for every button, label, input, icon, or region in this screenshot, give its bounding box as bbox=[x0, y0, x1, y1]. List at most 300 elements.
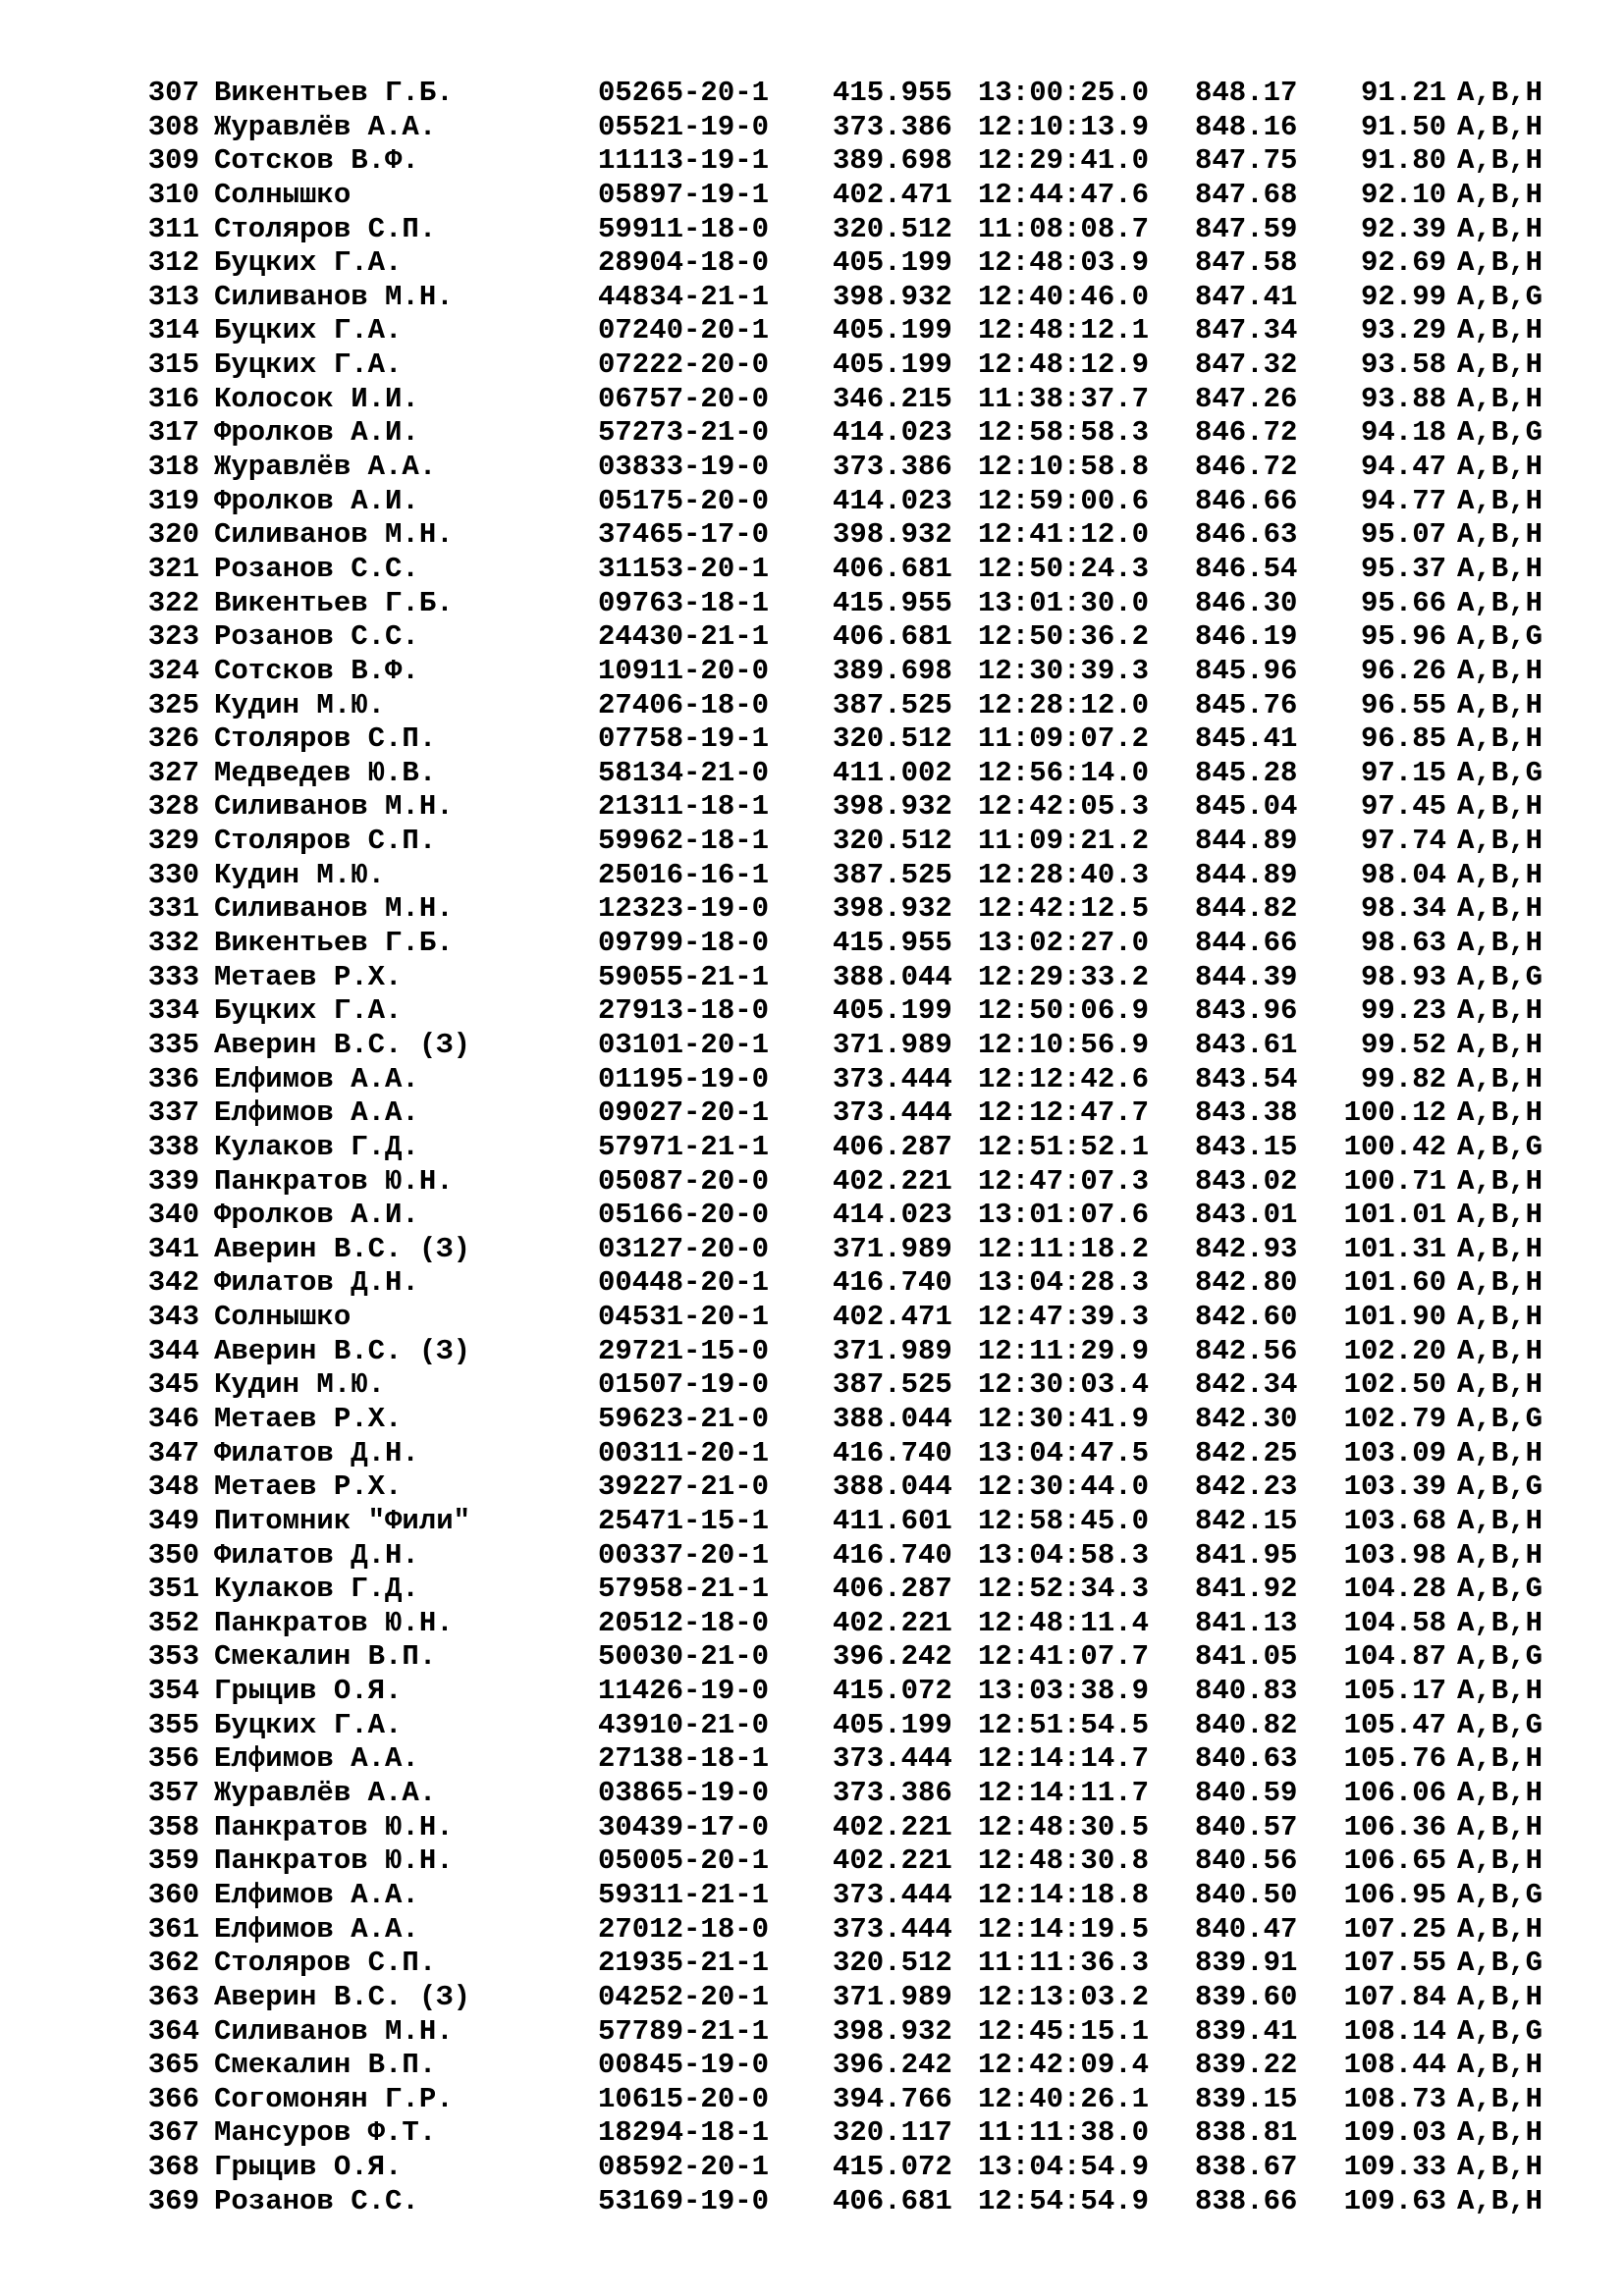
distance-cell: 414.023 bbox=[833, 1199, 952, 1232]
name-cell: Столяров С.П. bbox=[214, 722, 437, 756]
coefficient-cell: 102.20 bbox=[1343, 1334, 1446, 1367]
speed-cell: 842.25 bbox=[1195, 1436, 1298, 1469]
name-cell: Столяров С.П. bbox=[214, 1947, 437, 1980]
rank-cell: 336 bbox=[147, 1062, 199, 1095]
name-cell: Елфимов А.А. bbox=[214, 1912, 419, 1946]
table-row bbox=[145, 1539, 1559, 1574]
flags-cell: A,B,H bbox=[1457, 2151, 1543, 2184]
coefficient-cell: 94.47 bbox=[1360, 451, 1446, 484]
distance-cell: 405.199 bbox=[833, 314, 952, 347]
rank-cell: 343 bbox=[147, 1301, 199, 1334]
coefficient-cell: 106.06 bbox=[1343, 1777, 1446, 1810]
time-cell: 13:00:25.0 bbox=[978, 77, 1150, 109]
time-cell: 11:09:07.2 bbox=[978, 722, 1150, 756]
flags-cell: A,B,H bbox=[1457, 1334, 1543, 1367]
flags-cell: A,B,H bbox=[1457, 382, 1543, 415]
rank-cell: 332 bbox=[147, 927, 199, 960]
time-cell: 12:28:40.3 bbox=[978, 858, 1150, 891]
ring-cell: 11113-19-1 bbox=[598, 144, 770, 178]
rank-cell: 326 bbox=[147, 722, 199, 756]
distance-cell: 373.444 bbox=[833, 1878, 952, 1911]
ring-cell: 00337-20-1 bbox=[598, 1538, 770, 1572]
flags-cell: A,B,H bbox=[1457, 2049, 1543, 2082]
ring-cell: 05897-19-1 bbox=[598, 178, 770, 211]
ring-cell: 50030-21-0 bbox=[598, 1640, 770, 1674]
time-cell: 12:51:52.1 bbox=[978, 1130, 1150, 1163]
flags-cell: A,B,H bbox=[1457, 994, 1543, 1028]
coefficient-cell: 99.23 bbox=[1360, 994, 1446, 1028]
name-cell: Кулаков Г.Д. bbox=[214, 1130, 419, 1163]
time-cell: 12:11:29.9 bbox=[978, 1334, 1150, 1367]
distance-cell: 398.932 bbox=[833, 518, 952, 552]
ring-cell: 03127-20-0 bbox=[598, 1232, 770, 1265]
speed-cell: 844.39 bbox=[1195, 960, 1298, 993]
table-row bbox=[145, 1063, 1559, 1097]
name-cell: Смекалин В.П. bbox=[214, 2049, 437, 2082]
name-cell: Аверин В.С. (З) bbox=[214, 1232, 471, 1265]
name-cell: Елфимов А.А. bbox=[214, 1062, 419, 1095]
ring-cell: 03833-19-0 bbox=[598, 451, 770, 484]
speed-cell: 847.58 bbox=[1195, 246, 1298, 280]
speed-cell: 848.16 bbox=[1195, 110, 1298, 143]
table-row bbox=[145, 451, 1559, 485]
time-cell: 12:28:12.0 bbox=[978, 688, 1150, 721]
name-cell: Мансуров Ф.Т. bbox=[214, 2116, 437, 2150]
name-cell: Солнышко bbox=[214, 1301, 352, 1334]
speed-cell: 846.66 bbox=[1195, 484, 1298, 517]
ring-cell: 05265-20-1 bbox=[598, 77, 770, 109]
rank-cell: 338 bbox=[147, 1130, 199, 1163]
table-row bbox=[145, 1607, 1559, 1641]
speed-cell: 838.66 bbox=[1195, 2184, 1298, 2217]
flags-cell: A,B,G bbox=[1457, 416, 1543, 450]
flags-cell: A,B,H bbox=[1457, 552, 1543, 585]
coefficient-cell: 108.44 bbox=[1343, 2049, 1446, 2082]
coefficient-cell: 98.04 bbox=[1360, 858, 1446, 891]
flags-cell: A,B,H bbox=[1457, 110, 1543, 143]
table-row bbox=[145, 1199, 1559, 1233]
distance-cell: 402.221 bbox=[833, 1606, 952, 1639]
table-row bbox=[145, 1981, 1559, 2015]
distance-cell: 371.989 bbox=[833, 1028, 952, 1061]
rank-cell: 322 bbox=[147, 586, 199, 619]
flags-cell: A,B,H bbox=[1457, 927, 1543, 960]
distance-cell: 320.512 bbox=[833, 825, 952, 858]
coefficient-cell: 107.84 bbox=[1343, 1980, 1446, 2013]
table-row bbox=[145, 553, 1559, 587]
name-cell: Журавлёв А.А. bbox=[214, 1777, 437, 1810]
distance-cell: 415.955 bbox=[833, 586, 952, 619]
time-cell: 12:48:30.5 bbox=[978, 1810, 1150, 1843]
flags-cell: A,B,H bbox=[1457, 518, 1543, 552]
time-cell: 12:54:54.9 bbox=[978, 2184, 1150, 2217]
flags-cell: A,B,H bbox=[1457, 1980, 1543, 2013]
coefficient-cell: 100.42 bbox=[1343, 1130, 1446, 1163]
coefficient-cell: 106.65 bbox=[1343, 1844, 1446, 1878]
distance-cell: 415.955 bbox=[833, 77, 952, 109]
speed-cell: 848.17 bbox=[1195, 77, 1298, 109]
coefficient-cell: 108.14 bbox=[1343, 2014, 1446, 2048]
rank-cell: 363 bbox=[147, 1980, 199, 2013]
coefficient-cell: 101.31 bbox=[1343, 1232, 1446, 1265]
flags-cell: A,B,H bbox=[1457, 212, 1543, 245]
flags-cell: A,B,H bbox=[1457, 1538, 1543, 1572]
flags-cell: A,B,H bbox=[1457, 178, 1543, 211]
coefficient-cell: 91.80 bbox=[1360, 144, 1446, 178]
coefficient-cell: 95.37 bbox=[1360, 552, 1446, 585]
table-row bbox=[145, 485, 1559, 519]
time-cell: 12:12:47.7 bbox=[978, 1096, 1150, 1130]
ring-cell: 04252-20-1 bbox=[598, 1980, 770, 2013]
name-cell: Столяров С.П. bbox=[214, 825, 437, 858]
distance-cell: 402.221 bbox=[833, 1164, 952, 1198]
rank-cell: 324 bbox=[147, 654, 199, 687]
ring-cell: 39227-21-0 bbox=[598, 1470, 770, 1504]
time-cell: 12:51:54.5 bbox=[978, 1708, 1150, 1741]
speed-cell: 847.41 bbox=[1195, 280, 1298, 313]
name-cell: Буцких Г.А. bbox=[214, 348, 403, 382]
coefficient-cell: 103.68 bbox=[1343, 1504, 1446, 1537]
table-row bbox=[145, 1165, 1559, 1200]
table-row bbox=[145, 825, 1559, 859]
time-cell: 13:04:28.3 bbox=[978, 1266, 1150, 1300]
name-cell: Елфимов А.А. bbox=[214, 1742, 419, 1776]
ring-cell: 03865-19-0 bbox=[598, 1777, 770, 1810]
coefficient-cell: 95.96 bbox=[1360, 620, 1446, 654]
time-cell: 12:42:12.5 bbox=[978, 892, 1150, 926]
ring-cell: 27406-18-0 bbox=[598, 688, 770, 721]
table-row bbox=[145, 1437, 1559, 1471]
name-cell: Буцких Г.А. bbox=[214, 314, 403, 347]
coefficient-cell: 101.60 bbox=[1343, 1266, 1446, 1300]
coefficient-cell: 103.09 bbox=[1343, 1436, 1446, 1469]
coefficient-cell: 105.76 bbox=[1343, 1742, 1446, 1776]
name-cell: Метаев Р.Х. bbox=[214, 1402, 403, 1435]
time-cell: 12:48:30.8 bbox=[978, 1844, 1150, 1878]
rank-cell: 353 bbox=[147, 1640, 199, 1674]
table-row bbox=[145, 1913, 1559, 1948]
coefficient-cell: 103.39 bbox=[1343, 1470, 1446, 1504]
coefficient-cell: 98.63 bbox=[1360, 927, 1446, 960]
speed-cell: 842.80 bbox=[1195, 1266, 1298, 1300]
flags-cell: A,B,H bbox=[1457, 2184, 1543, 2217]
time-cell: 12:50:06.9 bbox=[978, 994, 1150, 1028]
table-row bbox=[145, 1505, 1559, 1539]
ring-cell: 05087-20-0 bbox=[598, 1164, 770, 1198]
name-cell: Викентьев Г.Б. bbox=[214, 586, 454, 619]
coefficient-cell: 104.87 bbox=[1343, 1640, 1446, 1674]
rank-cell: 342 bbox=[147, 1266, 199, 1300]
name-cell: Грыцив О.Я. bbox=[214, 1675, 403, 1708]
coefficient-cell: 101.01 bbox=[1343, 1199, 1446, 1232]
table-row bbox=[145, 1335, 1559, 1369]
rank-cell: 347 bbox=[147, 1436, 199, 1469]
distance-cell: 371.989 bbox=[833, 1232, 952, 1265]
speed-cell: 847.68 bbox=[1195, 178, 1298, 211]
speed-cell: 842.15 bbox=[1195, 1504, 1298, 1537]
flags-cell: A,B,H bbox=[1457, 246, 1543, 280]
name-cell: Викентьев Г.Б. bbox=[214, 77, 454, 109]
speed-cell: 840.63 bbox=[1195, 1742, 1298, 1776]
time-cell: 11:38:37.7 bbox=[978, 382, 1150, 415]
distance-cell: 416.740 bbox=[833, 1436, 952, 1469]
rank-cell: 351 bbox=[147, 1573, 199, 1606]
table-row bbox=[145, 1266, 1559, 1301]
speed-cell: 842.60 bbox=[1195, 1301, 1298, 1334]
speed-cell: 847.32 bbox=[1195, 348, 1298, 382]
table-row bbox=[145, 587, 1559, 621]
table-row bbox=[145, 757, 1559, 791]
table-row bbox=[145, 859, 1559, 893]
flags-cell: A,B,G bbox=[1457, 756, 1543, 789]
rank-cell: 369 bbox=[147, 2184, 199, 2217]
flags-cell: A,B,H bbox=[1457, 1266, 1543, 1300]
speed-cell: 846.30 bbox=[1195, 586, 1298, 619]
table-row bbox=[145, 961, 1559, 995]
name-cell: Филатов Д.Н. bbox=[214, 1436, 419, 1469]
rank-cell: 314 bbox=[147, 314, 199, 347]
time-cell: 12:58:45.0 bbox=[978, 1504, 1150, 1537]
time-cell: 12:48:11.4 bbox=[978, 1606, 1150, 1639]
coefficient-cell: 107.25 bbox=[1343, 1912, 1446, 1946]
speed-cell: 845.96 bbox=[1195, 654, 1298, 687]
name-cell: Розанов С.С. bbox=[214, 552, 419, 585]
coefficient-cell: 98.34 bbox=[1360, 892, 1446, 926]
ring-cell: 25471-15-1 bbox=[598, 1504, 770, 1537]
speed-cell: 841.92 bbox=[1195, 1573, 1298, 1606]
coefficient-cell: 105.17 bbox=[1343, 1675, 1446, 1708]
results-table bbox=[145, 77, 1559, 2218]
time-cell: 12:58:58.3 bbox=[978, 416, 1150, 450]
time-cell: 12:42:05.3 bbox=[978, 790, 1150, 824]
distance-cell: 402.471 bbox=[833, 1301, 952, 1334]
coefficient-cell: 97.74 bbox=[1360, 825, 1446, 858]
speed-cell: 846.63 bbox=[1195, 518, 1298, 552]
rank-cell: 352 bbox=[147, 1606, 199, 1639]
table-row bbox=[145, 179, 1559, 213]
time-cell: 12:50:24.3 bbox=[978, 552, 1150, 585]
speed-cell: 847.34 bbox=[1195, 314, 1298, 347]
distance-cell: 373.386 bbox=[833, 1777, 952, 1810]
name-cell: Силиванов М.Н. bbox=[214, 790, 454, 824]
name-cell: Панкратов Ю.Н. bbox=[214, 1164, 454, 1198]
flags-cell: A,B,H bbox=[1457, 1504, 1543, 1537]
speed-cell: 839.15 bbox=[1195, 2082, 1298, 2115]
distance-cell: 415.072 bbox=[833, 1675, 952, 1708]
distance-cell: 402.221 bbox=[833, 1844, 952, 1878]
name-cell: Журавлёв А.А. bbox=[214, 110, 437, 143]
table-row bbox=[145, 1777, 1559, 1811]
speed-cell: 840.56 bbox=[1195, 1844, 1298, 1878]
distance-cell: 373.386 bbox=[833, 451, 952, 484]
time-cell: 12:30:44.0 bbox=[978, 1470, 1150, 1504]
ring-cell: 01507-19-0 bbox=[598, 1368, 770, 1402]
time-cell: 11:09:21.2 bbox=[978, 825, 1150, 858]
speed-cell: 845.04 bbox=[1195, 790, 1298, 824]
time-cell: 12:48:12.9 bbox=[978, 348, 1150, 382]
coefficient-cell: 104.28 bbox=[1343, 1573, 1446, 1606]
speed-cell: 846.19 bbox=[1195, 620, 1298, 654]
name-cell: Столяров С.П. bbox=[214, 212, 437, 245]
flags-cell: A,B,G bbox=[1457, 1878, 1543, 1911]
name-cell: Аверин В.С. (З) bbox=[214, 1334, 471, 1367]
distance-cell: 396.242 bbox=[833, 2049, 952, 2082]
speed-cell: 844.89 bbox=[1195, 858, 1298, 891]
time-cell: 12:29:41.0 bbox=[978, 144, 1150, 178]
coefficient-cell: 106.95 bbox=[1343, 1878, 1446, 1911]
rank-cell: 309 bbox=[147, 144, 199, 178]
coefficient-cell: 98.93 bbox=[1360, 960, 1446, 993]
ring-cell: 20512-18-0 bbox=[598, 1606, 770, 1639]
table-row bbox=[145, 2116, 1559, 2151]
flags-cell: A,B,G bbox=[1457, 1640, 1543, 1674]
ring-cell: 04531-20-1 bbox=[598, 1301, 770, 1334]
ring-cell: 05005-20-1 bbox=[598, 1844, 770, 1878]
name-cell: Филатов Д.Н. bbox=[214, 1538, 419, 1572]
rank-cell: 313 bbox=[147, 280, 199, 313]
rank-cell: 321 bbox=[147, 552, 199, 585]
table-row bbox=[145, 314, 1559, 348]
distance-cell: 406.287 bbox=[833, 1130, 952, 1163]
distance-cell: 320.512 bbox=[833, 212, 952, 245]
flags-cell: A,B,G bbox=[1457, 2014, 1543, 2048]
time-cell: 12:12:42.6 bbox=[978, 1062, 1150, 1095]
coefficient-cell: 94.77 bbox=[1360, 484, 1446, 517]
table-row bbox=[145, 892, 1559, 927]
ring-cell: 28904-18-0 bbox=[598, 246, 770, 280]
speed-cell: 843.96 bbox=[1195, 994, 1298, 1028]
time-cell: 11:08:08.7 bbox=[978, 212, 1150, 245]
rank-cell: 317 bbox=[147, 416, 199, 450]
distance-cell: 398.932 bbox=[833, 790, 952, 824]
ring-cell: 27913-18-0 bbox=[598, 994, 770, 1028]
ring-cell: 10911-20-0 bbox=[598, 654, 770, 687]
rank-cell: 345 bbox=[147, 1368, 199, 1402]
rank-cell: 308 bbox=[147, 110, 199, 143]
ring-cell: 27138-18-1 bbox=[598, 1742, 770, 1776]
rank-cell: 316 bbox=[147, 382, 199, 415]
speed-cell: 845.41 bbox=[1195, 722, 1298, 756]
distance-cell: 414.023 bbox=[833, 484, 952, 517]
table-row bbox=[145, 1403, 1559, 1437]
distance-cell: 398.932 bbox=[833, 892, 952, 926]
speed-cell: 838.67 bbox=[1195, 2151, 1298, 2184]
ring-cell: 21935-21-1 bbox=[598, 1947, 770, 1980]
coefficient-cell: 101.90 bbox=[1343, 1301, 1446, 1334]
ring-cell: 24430-21-1 bbox=[598, 620, 770, 654]
time-cell: 12:14:14.7 bbox=[978, 1742, 1150, 1776]
table-row bbox=[145, 1811, 1559, 1845]
coefficient-cell: 96.55 bbox=[1360, 688, 1446, 721]
name-cell: Фролков А.И. bbox=[214, 416, 419, 450]
speed-cell: 847.59 bbox=[1195, 212, 1298, 245]
distance-cell: 320.117 bbox=[833, 2116, 952, 2150]
flags-cell: A,B,H bbox=[1457, 2116, 1543, 2150]
rank-cell: 310 bbox=[147, 178, 199, 211]
speed-cell: 845.28 bbox=[1195, 756, 1298, 789]
speed-cell: 843.15 bbox=[1195, 1130, 1298, 1163]
distance-cell: 416.740 bbox=[833, 1266, 952, 1300]
table-row bbox=[145, 1096, 1559, 1131]
rank-cell: 341 bbox=[147, 1232, 199, 1265]
flags-cell: A,B,H bbox=[1457, 586, 1543, 619]
time-cell: 13:01:30.0 bbox=[978, 586, 1150, 619]
name-cell: Колосок И.И. bbox=[214, 382, 419, 415]
rank-cell: 346 bbox=[147, 1402, 199, 1435]
rank-cell: 318 bbox=[147, 451, 199, 484]
time-cell: 13:01:07.6 bbox=[978, 1199, 1150, 1232]
distance-cell: 406.681 bbox=[833, 552, 952, 585]
flags-cell: A,B,H bbox=[1457, 688, 1543, 721]
table-row bbox=[145, 2083, 1559, 2117]
ring-cell: 57789-21-1 bbox=[598, 2014, 770, 2048]
flags-cell: A,B,H bbox=[1457, 722, 1543, 756]
speed-cell: 847.75 bbox=[1195, 144, 1298, 178]
speed-cell: 844.89 bbox=[1195, 825, 1298, 858]
distance-cell: 398.932 bbox=[833, 2014, 952, 2048]
rank-cell: 359 bbox=[147, 1844, 199, 1878]
coefficient-cell: 100.71 bbox=[1343, 1164, 1446, 1198]
speed-cell: 846.72 bbox=[1195, 416, 1298, 450]
time-cell: 12:41:12.0 bbox=[978, 518, 1150, 552]
ring-cell: 00845-19-0 bbox=[598, 2049, 770, 2082]
name-cell: Фролков А.И. bbox=[214, 484, 419, 517]
rank-cell: 354 bbox=[147, 1675, 199, 1708]
rank-cell: 315 bbox=[147, 348, 199, 382]
coefficient-cell: 93.58 bbox=[1360, 348, 1446, 382]
time-cell: 12:30:03.4 bbox=[978, 1368, 1150, 1402]
ring-cell: 37465-17-0 bbox=[598, 518, 770, 552]
flags-cell: A,B,H bbox=[1457, 1164, 1543, 1198]
distance-cell: 406.681 bbox=[833, 2184, 952, 2217]
time-cell: 13:04:54.9 bbox=[978, 2151, 1150, 2184]
time-cell: 12:10:58.8 bbox=[978, 451, 1150, 484]
rank-cell: 334 bbox=[147, 994, 199, 1028]
distance-cell: 387.525 bbox=[833, 1368, 952, 1402]
distance-cell: 405.199 bbox=[833, 246, 952, 280]
rank-cell: 335 bbox=[147, 1028, 199, 1061]
name-cell: Буцких Г.А. bbox=[214, 246, 403, 280]
table-row bbox=[145, 2151, 1559, 2185]
table-row bbox=[145, 1029, 1559, 1063]
name-cell: Аверин В.С. (З) bbox=[214, 1980, 471, 2013]
time-cell: 12:14:19.5 bbox=[978, 1912, 1150, 1946]
speed-cell: 843.54 bbox=[1195, 1062, 1298, 1095]
rank-cell: 337 bbox=[147, 1096, 199, 1130]
ring-cell: 12323-19-0 bbox=[598, 892, 770, 926]
table-row bbox=[145, 213, 1559, 247]
coefficient-cell: 102.79 bbox=[1343, 1402, 1446, 1435]
rank-cell: 350 bbox=[147, 1538, 199, 1572]
rank-cell: 356 bbox=[147, 1742, 199, 1776]
rank-cell: 339 bbox=[147, 1164, 199, 1198]
flags-cell: A,B,H bbox=[1457, 1062, 1543, 1095]
distance-cell: 415.072 bbox=[833, 2151, 952, 2184]
speed-cell: 846.72 bbox=[1195, 451, 1298, 484]
name-cell: Согомонян Г.Р. bbox=[214, 2082, 454, 2115]
time-cell: 12:30:41.9 bbox=[978, 1402, 1150, 1435]
time-cell: 13:04:47.5 bbox=[978, 1436, 1150, 1469]
table-row bbox=[145, 111, 1559, 145]
rank-cell: 325 bbox=[147, 688, 199, 721]
ring-cell: 07758-19-1 bbox=[598, 722, 770, 756]
table-row bbox=[145, 1675, 1559, 1709]
name-cell: Панкратов Ю.Н. bbox=[214, 1810, 454, 1843]
name-cell: Фролков А.И. bbox=[214, 1199, 419, 1232]
speed-cell: 839.91 bbox=[1195, 1947, 1298, 1980]
rank-cell: 364 bbox=[147, 2014, 199, 2048]
speed-cell: 842.56 bbox=[1195, 1334, 1298, 1367]
